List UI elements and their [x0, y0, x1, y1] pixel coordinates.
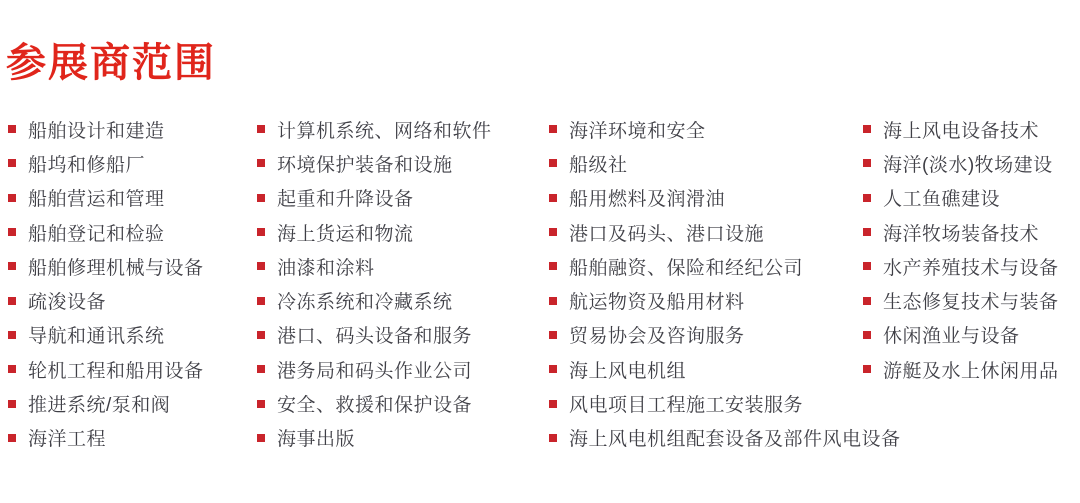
list-item-label: 海洋(淡水)牧场建设 [883, 154, 1053, 176]
bullet-icon [549, 331, 557, 339]
bullet-icon [8, 365, 16, 373]
list-item [549, 249, 901, 283]
list-item [549, 215, 901, 249]
list-item [257, 283, 492, 317]
list-item [257, 181, 492, 215]
bullet-icon [8, 228, 16, 236]
list-item-label: 船舶修理机械与设备 [28, 257, 204, 279]
list-item-label: 港口及码头、港口设施 [569, 223, 765, 245]
list-item [549, 352, 901, 386]
list-item [8, 318, 204, 352]
bullet-icon [257, 331, 265, 339]
list-item [8, 421, 204, 455]
bullet-icon [863, 262, 871, 270]
list-item-label: 油漆和涂料 [277, 257, 375, 279]
list-item-label: 船舶登记和检验 [28, 223, 165, 245]
list-item-label: 水产养殖技术与设备 [883, 257, 1059, 279]
list-item [257, 215, 492, 249]
list-item-label: 环境保护装备和设施 [277, 154, 453, 176]
list-item-label: 轮机工程和船用设备 [28, 360, 204, 382]
list-item [8, 146, 204, 180]
list-item [549, 112, 901, 146]
bullet-icon [257, 194, 265, 202]
list-item [863, 249, 1059, 283]
list-item-label: 海上风电机组 [569, 360, 687, 382]
list-item-label: 海上风电机组配套设备及部件风电设备 [569, 429, 901, 451]
exhibitor-column-1 [8, 112, 204, 455]
list-item [863, 352, 1059, 386]
list-item [257, 249, 492, 283]
bullet-icon [863, 365, 871, 373]
list-item [549, 181, 901, 215]
list-item-label: 船舶设计和建造 [28, 120, 165, 142]
list-item [549, 421, 901, 455]
bullet-icon [549, 125, 557, 133]
list-item [863, 283, 1059, 317]
list-item [8, 283, 204, 317]
list-item [8, 249, 204, 283]
list-item-label: 海上货运和物流 [277, 223, 414, 245]
page-title: 参展商范围 [6, 41, 216, 85]
bullet-icon [257, 297, 265, 305]
list-item-label: 计算机系统、网络和软件 [277, 120, 492, 142]
bullet-icon [257, 262, 265, 270]
exhibitor-column-4 [863, 112, 1059, 386]
list-item-label: 贸易协会及咨询服务 [569, 326, 745, 348]
list-item-label: 生态修复技术与装备 [883, 292, 1059, 314]
bullet-icon [863, 297, 871, 305]
list-item [863, 181, 1059, 215]
list-item-label: 游艇及水上休闲用品 [883, 360, 1059, 382]
exhibitor-column-3 [549, 112, 901, 455]
bullet-icon [8, 159, 16, 167]
list-item [863, 215, 1059, 249]
list-item-label: 海事出版 [277, 429, 356, 451]
list-item-label: 船级社 [569, 154, 628, 176]
list-item-label: 冷冻系统和冷藏系统 [277, 292, 453, 314]
bullet-icon [257, 434, 265, 442]
list-item [257, 146, 492, 180]
list-item-label: 起重和升降设备 [277, 189, 414, 211]
bullet-icon [549, 228, 557, 236]
list-item-label: 疏浚设备 [28, 292, 107, 314]
bullet-icon [863, 228, 871, 236]
bullet-icon [549, 159, 557, 167]
list-item-label: 航运物资及船用材料 [569, 292, 745, 314]
bullet-icon [8, 262, 16, 270]
bullet-icon [549, 262, 557, 270]
list-item [863, 112, 1059, 146]
bullet-icon [8, 400, 16, 408]
list-item [863, 146, 1059, 180]
list-item-label: 安全、救援和保护设备 [277, 395, 473, 417]
list-item [8, 215, 204, 249]
list-item-label: 船舶营运和管理 [28, 189, 165, 211]
list-item-label: 港务局和码头作业公司 [277, 360, 473, 382]
list-item-label: 海洋牧场装备技术 [883, 223, 1040, 245]
list-item [8, 181, 204, 215]
bullet-icon [257, 400, 265, 408]
list-item [549, 146, 901, 180]
bullet-icon [8, 434, 16, 442]
list-item-label: 海上风电设备技术 [883, 120, 1040, 142]
list-item-label: 推进系统/泵和阀 [28, 395, 171, 417]
list-item-label: 人工鱼礁建设 [883, 189, 1001, 211]
list-item [549, 283, 901, 317]
bullet-icon [863, 194, 871, 202]
bullet-icon [8, 297, 16, 305]
bullet-icon [257, 125, 265, 133]
list-item-label: 海洋环境和安全 [569, 120, 706, 142]
bullet-icon [549, 194, 557, 202]
list-item-label: 港口、码头设备和服务 [277, 326, 473, 348]
bullet-icon [8, 194, 16, 202]
list-item [549, 386, 901, 420]
bullet-icon [257, 228, 265, 236]
list-item [257, 352, 492, 386]
bullet-icon [863, 125, 871, 133]
list-item [257, 421, 492, 455]
exhibitor-column-2 [257, 112, 492, 455]
list-item [863, 318, 1059, 352]
list-item-label: 休闲渔业与设备 [883, 326, 1020, 348]
bullet-icon [549, 434, 557, 442]
list-item-label: 船用燃料及润滑油 [569, 189, 726, 211]
list-item [8, 352, 204, 386]
bullet-icon [257, 365, 265, 373]
list-item [549, 318, 901, 352]
bullet-icon [257, 159, 265, 167]
list-item-label: 海洋工程 [28, 429, 107, 451]
list-item-label: 导航和通讯系统 [28, 326, 165, 348]
bullet-icon [863, 331, 871, 339]
list-item [8, 386, 204, 420]
bullet-icon [549, 400, 557, 408]
list-item-label: 船舶融资、保险和经纪公司 [569, 257, 804, 279]
list-item [257, 112, 492, 146]
list-item [257, 386, 492, 420]
bullet-icon [8, 125, 16, 133]
bullet-icon [8, 331, 16, 339]
list-item [257, 318, 492, 352]
bullet-icon [863, 159, 871, 167]
bullet-icon [549, 297, 557, 305]
bullet-icon [549, 365, 557, 373]
list-item-label: 风电项目工程施工安装服务 [569, 395, 804, 417]
list-item [8, 112, 204, 146]
list-item-label: 船坞和修船厂 [28, 154, 146, 176]
